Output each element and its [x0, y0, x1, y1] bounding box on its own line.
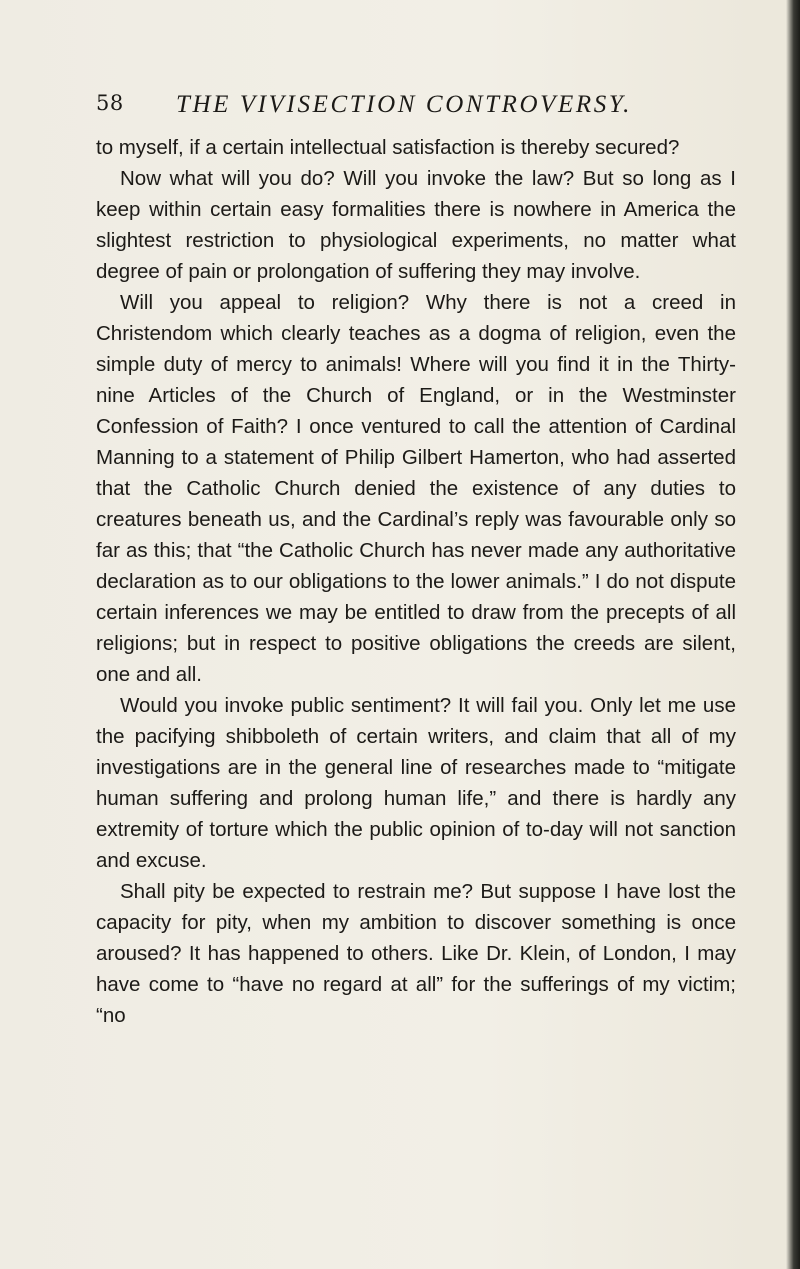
page-edge-shadow: [786, 0, 800, 1269]
body-text: [96, 132, 736, 1031]
paragraph-1: to myself, if a certain intellectual satisfaction is thereby secured?: [96, 136, 680, 159]
paragraph-3: Will you appeal to religion? Why there is not a creed in Christendom which clearly teaches as a dogma of religion, even the simple duty of mercy to animals! Where will you find it in the Thirty-nine Articles of the Church of England, or in the Westminster Confession of Faith? I once ventured to call the attention of Cardinal Manning to a statement of Philip Gilbert Hamerton, who had asserted that the Catholic Church denied the existence of any duties to creatures beneath us, and the Cardinal’s reply was favourable only so far as this; that “the Catholic Church has never made any authoritative declaration as to our obligations to the lower animals.” I do not dispute certain inferences we may be entitled to draw from the precepts of all religions; but in respect to positive obligations the creeds are silent, one and all.: [96, 291, 736, 686]
paragraph-5: Shall pity be expected to restrain me? But suppose I have lost the capacity for pity, when my ambition to discover something is once aroused? It has happened to others. Like Dr. Klein, of London, I may have come to “have no regard at all” for the sufferings of my victim; “no: [96, 880, 736, 1027]
page-header: [96, 91, 716, 121]
paragraph-4: Would you invoke public sentiment? It will fail you. Only let me use the pacifying shibboleth of certain writers, and claim that all of my investigations are in the general line of researches made to “mitigate human suffering and prolong human life,” and there is hardly any extremity of torture which the public opinion of to-day will not sanction and excuse.: [96, 694, 736, 872]
paragraph-2: Now what will you do? Will you invoke the law? But so long as I keep within certain easy formalities there is nowhere in America the slightest restriction to physiological experiments, no matter what degree of pain or prolongation of suffering they may involve.: [96, 167, 736, 283]
page-number: 58: [96, 91, 124, 115]
running-title: THE VIVISECTION CONTROVERSY.: [176, 91, 632, 118]
